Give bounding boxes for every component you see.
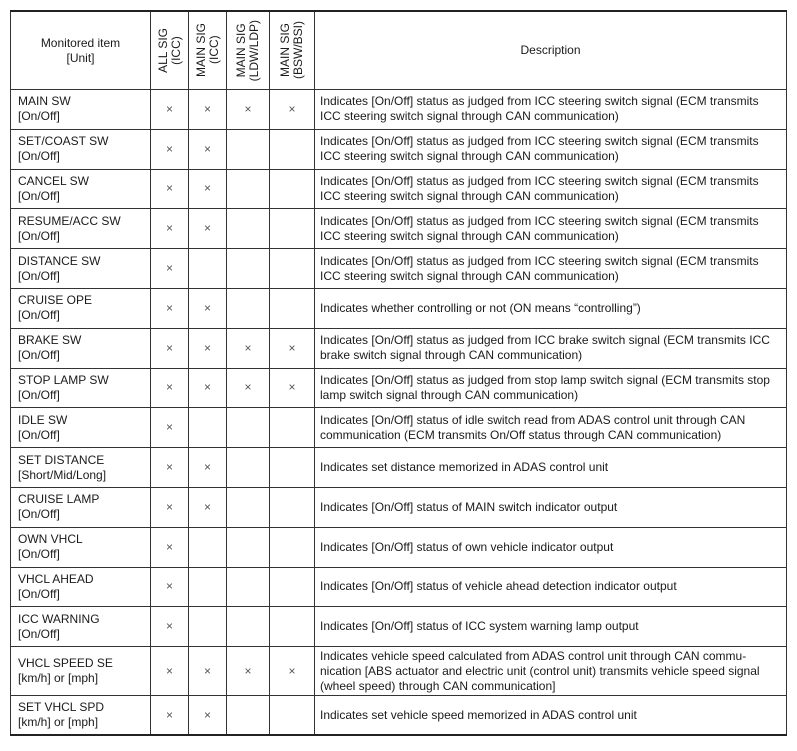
mark-main-sig-ldw-ldp	[227, 696, 270, 736]
monitor-table	[10, 10, 787, 736]
monitored-item-cell	[11, 249, 151, 289]
mark-main-sig-bsw-bsi: ×	[270, 368, 315, 408]
mark-all-sig-icc: ×	[151, 249, 189, 289]
mark-all-sig-icc: ×	[151, 288, 189, 328]
mark-main-sig-ldw-ldp	[227, 209, 270, 249]
mark-main-sig-icc	[189, 527, 227, 567]
header-item-label: Monitored item	[40, 35, 121, 50]
mark-main-sig-icc: ×	[189, 169, 227, 209]
mark-main-sig-ldw-ldp	[227, 408, 270, 448]
monitored-item-cell	[11, 527, 151, 567]
monitored-item-cell	[11, 169, 151, 209]
item-unit: [On/Off]	[18, 149, 60, 164]
monitored-item-cell	[11, 647, 151, 696]
mark-main-sig-icc: ×	[189, 90, 227, 130]
item-name: VHCL AHEAD	[18, 571, 94, 586]
description-cell: Indicates [On/Off] status of MAIN switch indicator output	[315, 487, 787, 527]
monitored-item-cell	[11, 487, 151, 527]
item-name: MAIN SW	[18, 94, 71, 109]
item-unit: [On/Off]	[18, 109, 60, 124]
mark-main-sig-bsw-bsi	[270, 408, 315, 448]
mark-all-sig-icc: ×	[151, 696, 189, 736]
description-cell: Indicates [On/Off] status of ICC system warning lamp output	[315, 607, 787, 647]
monitored-item-cell	[11, 408, 151, 448]
mark-main-sig-ldw-ldp	[227, 448, 270, 488]
item-name: OWN VHCL	[18, 532, 83, 547]
header-description: Description	[315, 11, 787, 90]
header-unit-label: [Unit]	[66, 50, 95, 65]
table-row	[11, 408, 787, 448]
item-unit: [On/Off]	[18, 507, 60, 522]
table-row	[11, 328, 787, 368]
mark-all-sig-icc: ×	[151, 607, 189, 647]
item-name: SET/COAST SW	[18, 134, 109, 149]
mark-main-sig-icc: ×	[189, 368, 227, 408]
item-unit: [On/Off]	[18, 348, 60, 363]
header-main-sig-ldw-ldp	[227, 11, 270, 90]
monitored-item-cell	[11, 368, 151, 408]
mark-main-sig-ldw-ldp	[227, 527, 270, 567]
mark-main-sig-bsw-bsi	[270, 169, 315, 209]
table-row	[11, 647, 787, 696]
header-sig1-line1: ALL SIG	[155, 28, 170, 73]
header-sig2-line1: MAIN SIG	[193, 23, 208, 78]
mark-main-sig-bsw-bsi: ×	[270, 328, 315, 368]
header-all-sig-icc	[151, 11, 189, 90]
table-row	[11, 696, 787, 736]
description-cell: Indicates whether controlling or not (ON means “controlling”)	[315, 288, 787, 328]
mark-all-sig-icc: ×	[151, 368, 189, 408]
mark-main-sig-icc	[189, 408, 227, 448]
mark-all-sig-icc: ×	[151, 527, 189, 567]
item-unit: [On/Off]	[18, 228, 60, 243]
header-sig3-line2: (LDW/LDP)	[247, 19, 261, 82]
mark-main-sig-ldw-ldp	[227, 288, 270, 328]
description-cell: Indicates [On/Off] status as judged from ICC steering switch signal (ECM transmits ICC steering switch signal through CAN communication)	[315, 209, 787, 249]
mark-main-sig-icc: ×	[189, 696, 227, 736]
item-name: STOP LAMP SW	[18, 372, 109, 387]
description-cell: Indicates [On/Off] status as judged from ICC brake switch signal (ECM transmits ICC brake switch signal through CAN communication)	[315, 328, 787, 368]
item-name: CANCEL SW	[18, 173, 89, 188]
mark-main-sig-icc: ×	[189, 487, 227, 527]
header-monitored-item	[11, 11, 151, 90]
item-name: CRUISE LAMP	[18, 492, 100, 507]
mark-main-sig-bsw-bsi	[270, 607, 315, 647]
mark-main-sig-ldw-ldp: ×	[227, 328, 270, 368]
mark-all-sig-icc: ×	[151, 408, 189, 448]
mark-main-sig-bsw-bsi	[270, 249, 315, 289]
header-sig3-line1: MAIN SIG	[234, 23, 248, 78]
mark-main-sig-icc	[189, 607, 227, 647]
description-cell: Indicates [On/Off] status of own vehicle indicator output	[315, 527, 787, 567]
mark-main-sig-icc: ×	[189, 129, 227, 169]
item-name: SET VHCL SPD	[18, 700, 105, 715]
mark-all-sig-icc: ×	[151, 487, 189, 527]
mark-main-sig-bsw-bsi	[270, 209, 315, 249]
header-main-sig-icc	[189, 11, 227, 90]
item-name: IDLE SW	[18, 412, 68, 427]
table-row	[11, 368, 787, 408]
header-main-sig-bsw-bsi	[270, 11, 315, 90]
monitored-item-cell	[11, 129, 151, 169]
table-row	[11, 487, 787, 527]
mark-main-sig-ldw-ldp	[227, 567, 270, 607]
mark-main-sig-ldw-ldp: ×	[227, 647, 270, 696]
mark-all-sig-icc: ×	[151, 90, 189, 130]
mark-main-sig-bsw-bsi	[270, 129, 315, 169]
mark-main-sig-ldw-ldp: ×	[227, 368, 270, 408]
table-row	[11, 448, 787, 488]
mark-main-sig-ldw-ldp	[227, 169, 270, 209]
mark-main-sig-ldw-ldp	[227, 487, 270, 527]
item-unit: [Short/Mid/Long]	[18, 467, 107, 482]
item-name: SET DISTANCE	[18, 452, 105, 467]
mark-main-sig-ldw-ldp: ×	[227, 90, 270, 130]
item-unit: [On/Off]	[18, 626, 60, 641]
header-sig4-line2: (BSW/BSI)	[291, 21, 305, 80]
monitored-item-cell	[11, 607, 151, 647]
item-unit: [km/h] or [mph]	[18, 671, 99, 686]
description-cell: Indicates [On/Off] status as judged from ICC steering switch signal (ECM transmits ICC steering switch signal through CAN communication)	[315, 249, 787, 289]
item-name: CRUISE OPE	[18, 293, 93, 308]
description-cell: Indicates [On/Off] status of idle switch read from ADAS control unit through CAN communication (ECM transmits On/Off status through CAN communication)	[315, 408, 787, 448]
description-cell: Indicates [On/Off] status as judged from ICC steering switch signal (ECM transmits ICC steering switch signal through CAN communication)	[315, 129, 787, 169]
description-cell: Indicates [On/Off] status as judged from ICC steering switch signal (ECM transmits ICC steering switch signal through CAN communication)	[315, 169, 787, 209]
item-unit: [On/Off]	[18, 547, 60, 562]
table-row	[11, 567, 787, 607]
description-cell: Indicates [On/Off] status as judged from stop lamp switch signal (ECM transmits stop lamp switch signal through CAN communication)	[315, 368, 787, 408]
description-cell: Indicates [On/Off] status as judged from ICC steering switch signal (ECM transmits ICC steering switch signal through CAN communication)	[315, 90, 787, 130]
table-row	[11, 607, 787, 647]
mark-main-sig-bsw-bsi: ×	[270, 647, 315, 696]
item-unit: [km/h] or [mph]	[18, 715, 99, 730]
description-cell: Indicates [On/Off] status of vehicle ahead detection indicator output	[315, 567, 787, 607]
mark-main-sig-icc: ×	[189, 328, 227, 368]
table-row	[11, 169, 787, 209]
mark-main-sig-ldw-ldp	[227, 249, 270, 289]
mark-main-sig-icc: ×	[189, 448, 227, 488]
item-name: ICC WARNING	[18, 611, 100, 626]
table-row	[11, 249, 787, 289]
mark-main-sig-ldw-ldp	[227, 607, 270, 647]
header-sig4-line1: MAIN SIG	[278, 23, 292, 78]
mark-all-sig-icc: ×	[151, 328, 189, 368]
item-name: VHCL SPEED SE	[18, 656, 113, 671]
mark-main-sig-ldw-ldp	[227, 129, 270, 169]
description-cell: Indicates vehicle speed calculated from ADAS control unit through CAN communication [ABS actuator and electric unit (control unit) transmits vehicle speed signal (wheel speed) through CAN communication]	[315, 647, 787, 696]
mark-all-sig-icc: ×	[151, 169, 189, 209]
item-unit: [On/Off]	[18, 188, 60, 203]
monitored-item-cell	[11, 696, 151, 736]
item-unit: [On/Off]	[18, 427, 60, 442]
mark-all-sig-icc: ×	[151, 129, 189, 169]
mark-main-sig-bsw-bsi	[270, 487, 315, 527]
table-row	[11, 129, 787, 169]
mark-main-sig-bsw-bsi	[270, 448, 315, 488]
monitored-item-cell	[11, 448, 151, 488]
item-name: BRAKE SW	[18, 333, 82, 348]
item-unit: [On/Off]	[18, 308, 60, 323]
monitored-item-cell	[11, 288, 151, 328]
description-cell: Indicates set distance memorized in ADAS control unit	[315, 448, 787, 488]
mark-main-sig-bsw-bsi	[270, 527, 315, 567]
mark-main-sig-icc: ×	[189, 288, 227, 328]
item-unit: [On/Off]	[18, 387, 60, 402]
mark-main-sig-icc	[189, 567, 227, 607]
mark-main-sig-icc: ×	[189, 647, 227, 696]
mark-main-sig-bsw-bsi	[270, 567, 315, 607]
table-header-row	[11, 11, 787, 90]
mark-all-sig-icc: ×	[151, 448, 189, 488]
monitored-item-cell	[11, 328, 151, 368]
mark-main-sig-icc: ×	[189, 209, 227, 249]
mark-all-sig-icc: ×	[151, 209, 189, 249]
mark-all-sig-icc: ×	[151, 567, 189, 607]
header-sig1-line2: (ICC)	[168, 36, 183, 65]
item-unit: [On/Off]	[18, 586, 60, 601]
table-row	[11, 209, 787, 249]
mark-main-sig-icc	[189, 249, 227, 289]
header-sig2-line2: (ICC)	[206, 36, 221, 65]
item-name: RESUME/ACC SW	[18, 213, 121, 228]
item-unit: [On/Off]	[18, 268, 60, 283]
mark-main-sig-bsw-bsi: ×	[270, 90, 315, 130]
table-row	[11, 527, 787, 567]
mark-all-sig-icc: ×	[151, 647, 189, 696]
monitored-item-cell	[11, 209, 151, 249]
mark-main-sig-bsw-bsi	[270, 288, 315, 328]
description-cell: Indicates set vehicle speed memorized in ADAS control unit	[315, 696, 787, 736]
table-row	[11, 90, 787, 130]
monitored-item-cell	[11, 90, 151, 130]
mark-main-sig-bsw-bsi	[270, 696, 315, 736]
item-name: DISTANCE SW	[18, 253, 101, 268]
table-row	[11, 288, 787, 328]
monitored-item-cell	[11, 567, 151, 607]
